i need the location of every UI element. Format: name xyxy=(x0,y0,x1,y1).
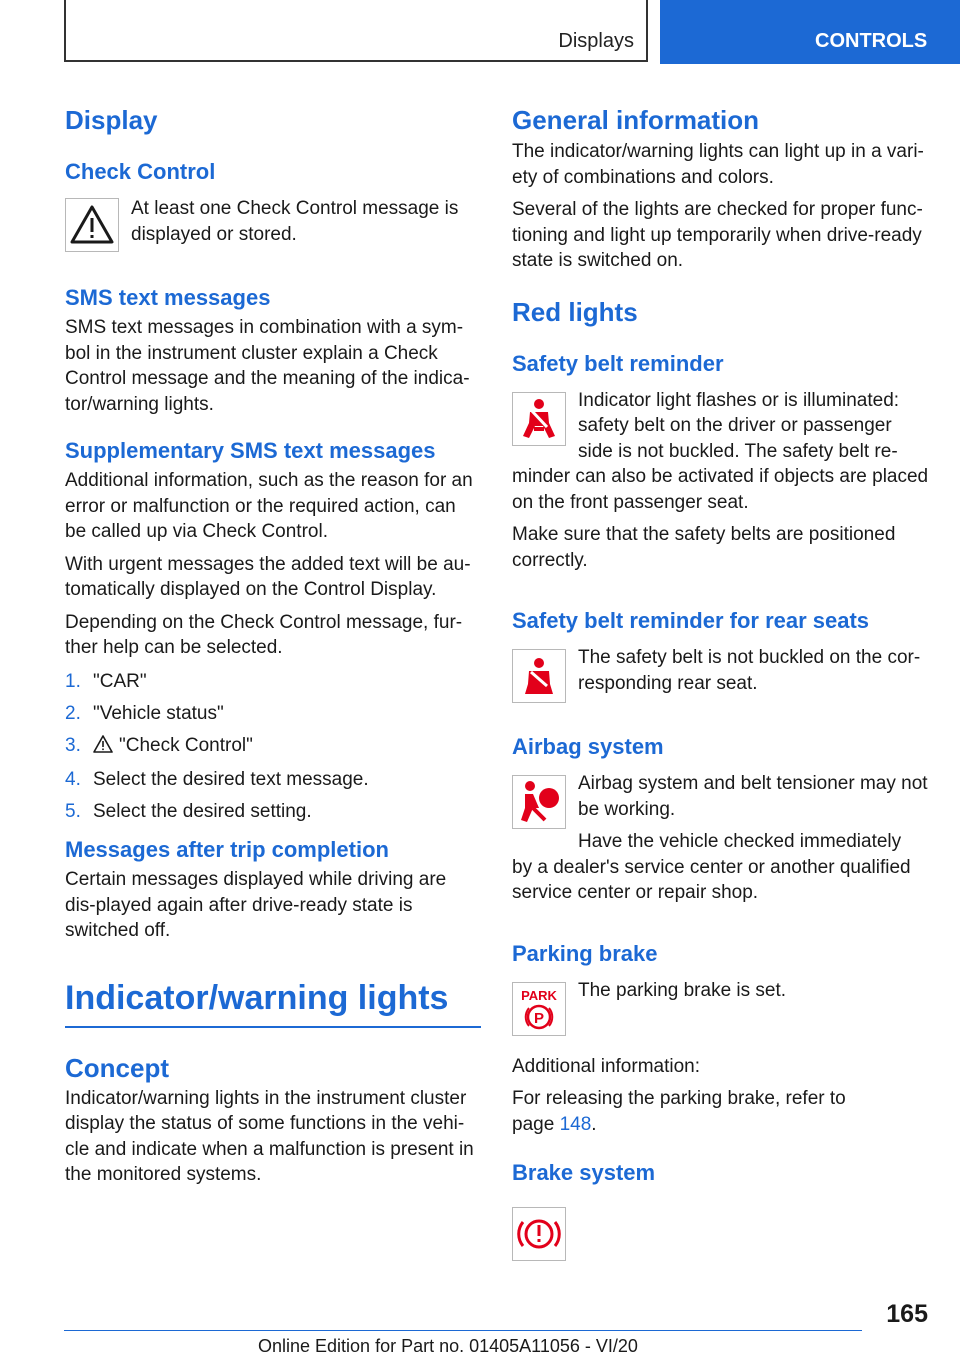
rear-seatbelt-icon xyxy=(512,649,566,703)
supplementary-text-3: Depending on the Check Control message, fur-ther help can be selected. xyxy=(65,611,463,658)
trip-text: Certain messages displayed while driving are dis-played again after drive-ready state is switched off. xyxy=(65,869,447,941)
page-number: 165 xyxy=(886,1300,928,1328)
brake-block xyxy=(512,1203,930,1265)
brake-warning-icon xyxy=(512,1207,566,1261)
indicator-heading: Indicator/warning lights xyxy=(65,978,449,1017)
section-title: Displays xyxy=(558,30,634,52)
supplementary-text-1: Additional information, such as the reason for an error or malfunction or the required action, can be called up via Check Control. xyxy=(65,470,473,542)
controls-tab-label: CONTROLS xyxy=(815,30,928,52)
heading-rule xyxy=(65,1026,481,1028)
svg-text:P: P xyxy=(533,1009,545,1027)
list-item: 4. Select the desired text message. xyxy=(65,768,369,790)
parking-brake-icon xyxy=(512,982,566,1036)
parking-block xyxy=(512,978,930,1040)
concept-text: Indicator/warning lights in the instrument cluster display the status of some functions in the vehi-cle and indicate when a malfunction is present in the monitored systems. xyxy=(65,1087,474,1185)
airbag-icon xyxy=(512,775,566,829)
general-heading: General information xyxy=(512,105,760,135)
footer-rule xyxy=(64,1330,862,1331)
airbag-text-2b: by a dealer's service center or another qualified service center or repair shop. xyxy=(512,856,911,903)
parking-text-2: Additional information: xyxy=(512,1055,700,1077)
airbag-heading: Airbag system xyxy=(512,734,664,759)
list-item: 5. Select the desired setting. xyxy=(65,800,312,822)
display-heading: Display xyxy=(65,105,158,135)
belt-text-2: Make sure that the safety belts are positioned correctly. xyxy=(512,524,896,571)
belt-rear-text: The safety belt is not buckled on the cor-responding rear seat. xyxy=(578,647,921,694)
check-control-heading: Check Control xyxy=(65,159,216,184)
page-link[interactable]: 148 xyxy=(559,1113,592,1135)
check-control-block xyxy=(65,196,481,256)
warning-triangle-icon xyxy=(65,198,119,252)
list-item: 1. "CAR" xyxy=(65,670,147,692)
general-text-2: Several of the lights are checked for proper func-tioning and light up temporarily when drive-ready state is switched on. xyxy=(512,199,923,271)
general-text-1: The indicator/warning lights can light up in a vari-ety of combinations and colors. xyxy=(512,141,924,188)
belt-rear-block xyxy=(512,645,930,707)
sms-heading: SMS text messages xyxy=(65,285,271,310)
belt-block xyxy=(512,388,930,516)
header-bar xyxy=(64,0,648,62)
list-item: 2. "Vehicle status" xyxy=(65,702,224,724)
belt-heading: Safety belt reminder xyxy=(512,350,724,376)
warning-triangle-icon xyxy=(93,735,119,761)
svg-text:PARK: PARK xyxy=(521,987,557,1003)
steps-list xyxy=(65,669,481,825)
brake-heading: Brake system xyxy=(512,1160,656,1185)
parking-text: The parking brake is set. xyxy=(578,979,787,1001)
parking-text-3: For releasing the parking brake, refer to page 148. xyxy=(512,1088,846,1135)
belt-text: Indicator light flashes or is illuminated: safety belt on the driver or passenger side is not buckled. The safety belt re-minder can also be activated if objects are placed on the front passenger seat. xyxy=(512,389,929,513)
seatbelt-icon xyxy=(512,392,566,446)
belt-rear-heading: Safety belt reminder for rear seats xyxy=(512,608,870,633)
airbag-text: Airbag system and belt tensioner may not be working. xyxy=(578,773,928,820)
list-item: 3. "Check Control" xyxy=(65,733,481,761)
edition-footer: Online Edition for Part no. 01405A11056 - VI/20 xyxy=(258,1336,638,1356)
supplementary-heading: Supplementary SMS text messages xyxy=(65,438,436,463)
airbag-text-2a: Have the vehicle checked immediately xyxy=(578,831,902,852)
supplementary-text-2: With urgent messages the added text will be au-tomatically displayed on the Control Display. xyxy=(65,553,471,600)
concept-heading: Concept xyxy=(65,1052,169,1083)
check-control-text: At least one Check Control message is displayed or stored. xyxy=(131,198,459,245)
airbag-block xyxy=(512,771,930,855)
trip-heading: Messages after trip completion xyxy=(65,837,389,862)
controls-tab[interactable] xyxy=(660,0,960,64)
left-column xyxy=(65,100,481,1188)
red-lights-heading: Red lights xyxy=(512,296,638,327)
right-column xyxy=(512,100,930,1265)
parking-heading: Parking brake xyxy=(512,940,658,966)
sms-text: SMS text messages in combination with a sym-bol in the instrument cluster explain a Check Control message and the meaning of the indica-tor/warning lights. xyxy=(65,317,470,415)
